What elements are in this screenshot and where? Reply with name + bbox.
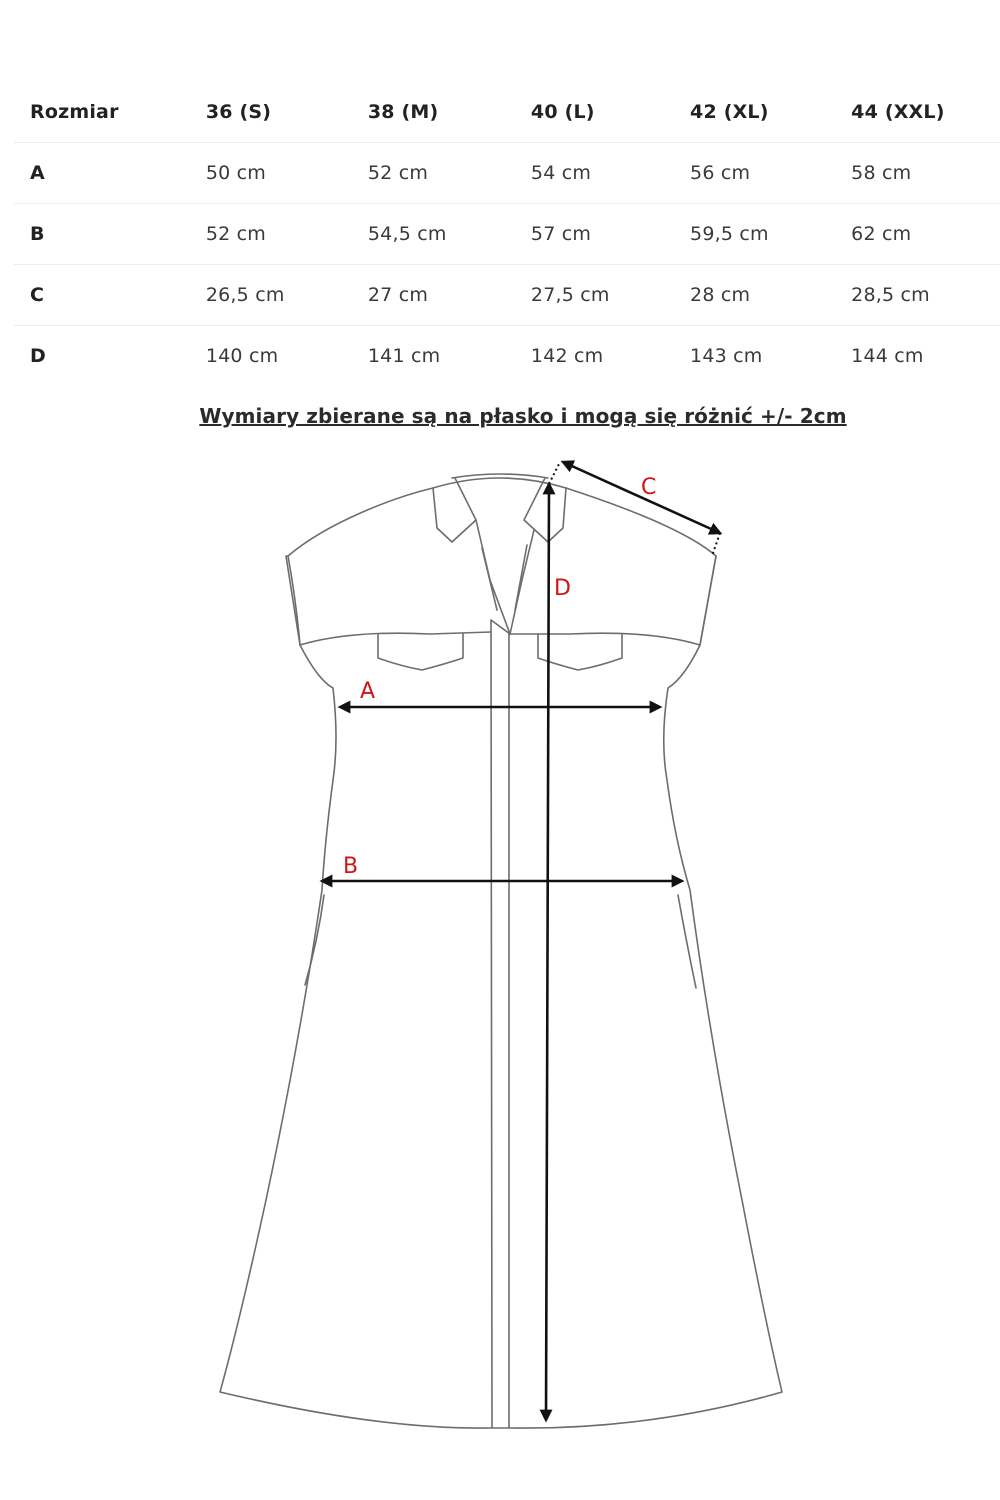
- table-cell: 26,5 cm: [206, 265, 368, 326]
- collar-right: [524, 478, 566, 542]
- row-label: D: [14, 326, 206, 387]
- header-size-42: 42 (XL): [690, 101, 769, 123]
- label-b: B: [343, 854, 359, 879]
- header-size-40: 40 (L): [530, 101, 595, 123]
- header-size-36: 36 (S): [205, 101, 272, 123]
- arrow-d: [546, 484, 549, 1420]
- table-cell: 143 cm: [690, 326, 851, 387]
- yoke-seam: [300, 632, 700, 645]
- row-label: B: [14, 204, 206, 265]
- header-size-38: 38 (M): [367, 101, 439, 123]
- header-size: Rozmiar: [30, 101, 119, 123]
- table-cell: 57 cm: [531, 204, 690, 265]
- table-cell: 52 cm: [368, 143, 531, 204]
- table-cell: 141 cm: [368, 326, 531, 387]
- table-row-d: [14, 326, 1000, 387]
- table-cell: 62 cm: [851, 204, 1000, 265]
- collar-left: [433, 478, 476, 542]
- table-cell: 54 cm: [531, 143, 690, 204]
- table-row-c: [14, 265, 1000, 326]
- table-cell: 54,5 cm: [368, 204, 531, 265]
- table-cell: 58 cm: [851, 143, 1000, 204]
- dotted-guide-c: [549, 462, 720, 556]
- table-cell: 144 cm: [851, 326, 1000, 387]
- dress-outline: [220, 474, 782, 1428]
- measurement-arrows: [322, 462, 720, 1420]
- pocket-flap-left: [378, 634, 463, 670]
- label-d: D: [554, 576, 571, 601]
- sleeve-left: [288, 556, 300, 645]
- table-cell: 56 cm: [690, 143, 851, 204]
- table-cell: 28 cm: [690, 265, 851, 326]
- table-row-b: [14, 204, 1000, 265]
- table-header-row: [14, 82, 1000, 143]
- label-a: A: [360, 679, 376, 704]
- header-size-44: 44 (XXL): [851, 101, 945, 123]
- pocket-flap-right: [538, 634, 622, 670]
- table-cell: 52 cm: [206, 204, 368, 265]
- dress-body-outline: [220, 488, 782, 1428]
- measurement-note: Wymiary zbierane są na płasko i mogą się różnić +/- 2cm: [199, 404, 847, 428]
- dress-measurement-diagram: [0, 440, 1000, 1500]
- button-placket: [491, 620, 510, 1428]
- v-neck: [476, 520, 534, 634]
- table-cell: 59,5 cm: [690, 204, 851, 265]
- label-c: C: [641, 475, 657, 500]
- table-cell: 142 cm: [531, 326, 690, 387]
- table-cell: 28,5 cm: [851, 265, 1000, 326]
- table-cell: 50 cm: [206, 143, 368, 204]
- table-row-a: [14, 143, 1000, 204]
- table-cell: 27,5 cm: [531, 265, 690, 326]
- table-cell: 27 cm: [368, 265, 531, 326]
- sleeve-right: [700, 556, 716, 645]
- back-neckline: [433, 478, 566, 488]
- table-cell: 140 cm: [206, 326, 368, 387]
- size-table: [14, 82, 1000, 386]
- row-label: A: [14, 143, 206, 204]
- row-label: C: [14, 265, 206, 326]
- v-neck-inner: [482, 545, 527, 610]
